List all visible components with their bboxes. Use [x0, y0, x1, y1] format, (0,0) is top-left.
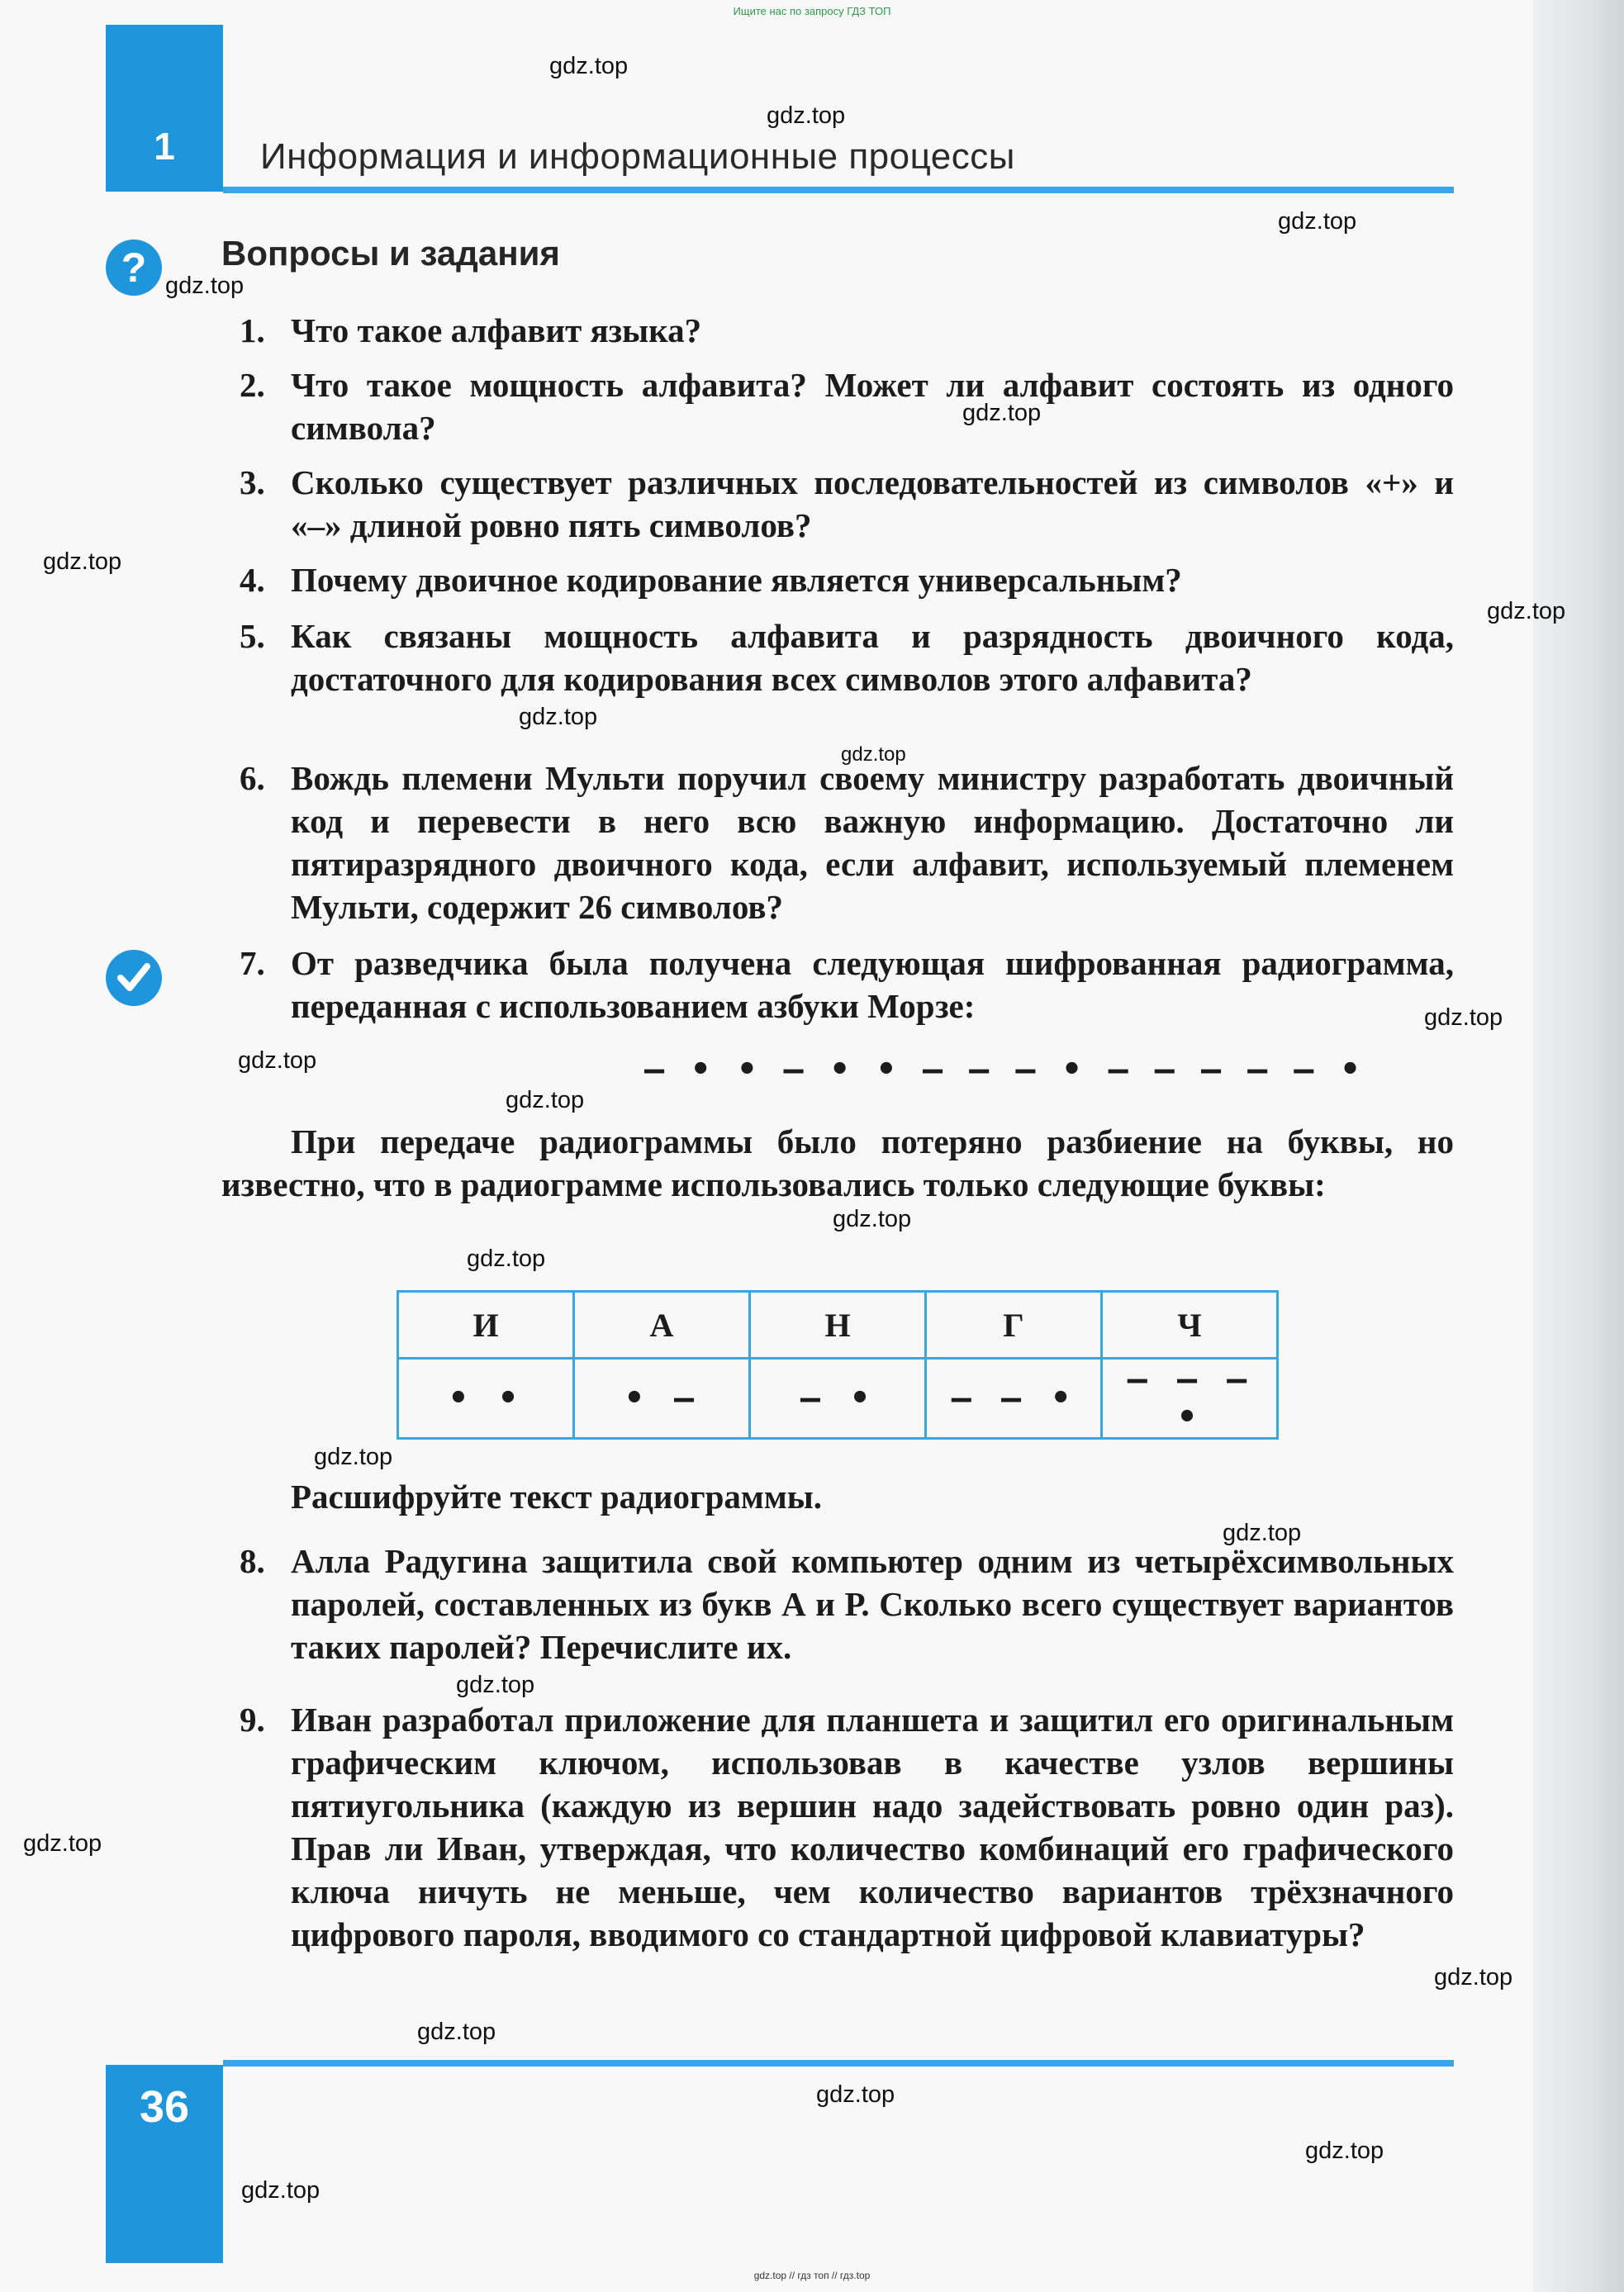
watermark: gdz.top: [962, 400, 1042, 426]
table-cell-letter: Ч: [1102, 1292, 1278, 1359]
question-number: 1.: [240, 311, 265, 349]
watermark: gdz.top: [238, 1047, 317, 1074]
question-1: [240, 309, 1454, 352]
question-text: Что такое алфавит языка?: [291, 311, 702, 349]
table-cell-code: – •: [750, 1359, 926, 1439]
watermark: gdz.top: [241, 2177, 321, 2204]
watermark: gdz.top: [767, 102, 846, 129]
question-number: 6.: [240, 759, 265, 797]
question-number: 5.: [240, 617, 265, 655]
morse-code-table: [397, 1290, 1279, 1440]
watermark: gdz.top: [1305, 2138, 1384, 2164]
question-text: Сколько существует различных последовательностей из символов «+» и «–» длиной ровно пять символов?: [291, 463, 1454, 544]
question-7: [240, 942, 1454, 1027]
question-text: Иван разработал приложение для планшета и защитил его оригинальным графическим ключом, использовав в качестве узлов вершины пятиугольника (каждую из вершин надо задействовать ровно один раз). Прав ли Иван, утверждая, что количество комбинаций его графического ключа ничуть не меньше, чем количество вариантов трёхзначного цифрового пароля, вводимого со стандартной цифровой клавиатуры?: [291, 1701, 1454, 1953]
watermark: gdz.top: [1434, 1964, 1513, 1991]
footer-rule: [223, 2060, 1454, 2067]
question-9: [240, 1698, 1454, 1956]
table-cell-code: • •: [398, 1359, 574, 1439]
watermark: gdz.top: [506, 1087, 585, 1113]
table-cell-code: • –: [574, 1359, 750, 1439]
question-3: [240, 461, 1454, 547]
question-number: 8.: [240, 1542, 265, 1580]
table-cell-code: – – •: [926, 1359, 1102, 1439]
watermark: gdz.top: [314, 1444, 393, 1470]
watermark: gdz.top: [456, 1672, 535, 1698]
table-cell-letter: А: [574, 1292, 750, 1359]
question-text: Вождь племени Мульти поручил своему министру разработать двоичный код и перевести в него всю важную информацию. Достаточно ли пятиразрядного двоичного кода, если алфавит, используемый племенем Мульти, содержит 26 символов?: [291, 759, 1454, 926]
question-number: 9.: [240, 1701, 265, 1739]
table-cell-letter: Г: [926, 1292, 1102, 1359]
question-6: [240, 757, 1454, 928]
question-text: Почему двоичное кодирование является универсальным?: [291, 561, 1182, 599]
watermark: gdz.top: [1223, 1520, 1302, 1546]
question-text: Что такое мощность алфавита? Может ли алфавит состоять из одного символа?: [291, 366, 1454, 447]
table-cell-letter: Н: [750, 1292, 926, 1359]
table-cell-letter: И: [398, 1292, 574, 1359]
chapter-number: 1: [154, 125, 175, 168]
q7-task: Расшифруйте текст радиограммы.: [291, 1478, 823, 1516]
question-8: [240, 1540, 1454, 1668]
question-5: [240, 615, 1454, 700]
page-edge: [1533, 0, 1624, 2292]
watermark: gdz.top: [841, 743, 906, 766]
question-7-continuation: [221, 1120, 1454, 1206]
watermark: gdz.top: [1278, 208, 1357, 235]
watermark: gdz.top: [417, 2019, 496, 2045]
watermark: gdz.top: [816, 2081, 895, 2108]
watermark: gdz.top: [165, 273, 245, 299]
q7-continuation-text: При передаче радиограммы было потеряно разбиение на буквы, но известно, что в радиограмме использовались только следующие буквы:: [221, 1122, 1454, 1203]
question-text: Как связаны мощность алфавита и разрядность двоичного кода, достаточного для кодирования всех символов этого алфавита?: [291, 617, 1454, 698]
watermark: gdz.top: [23, 1830, 102, 1857]
bottom-note: gdz.top // гдз топ // гдз.top: [753, 2270, 871, 2281]
watermark: gdz.top: [549, 53, 629, 79]
table-row: [398, 1292, 1278, 1359]
chapter-title: Информация и информационные процессы: [260, 136, 1015, 177]
question-icon: ?: [106, 240, 162, 296]
question-number: 7.: [240, 944, 265, 982]
table-cell-code: – – – •: [1102, 1359, 1278, 1439]
question-text: От разведчика была получена следующая шифрованная радиограмма, переданная с использованием азбуки Морзе:: [291, 944, 1454, 1025]
watermark: gdz.top: [519, 704, 598, 730]
checkmark-icon: [106, 950, 162, 1006]
question-number: 3.: [240, 463, 265, 501]
header-rule: [223, 187, 1454, 193]
watermark: gdz.top: [1487, 598, 1566, 624]
section-title: Вопросы и задания: [221, 234, 560, 273]
morse-message: – • • – • • – – – • – – – – – •: [644, 1051, 1364, 1089]
watermark: gdz.top: [833, 1206, 912, 1232]
question-number: 4.: [240, 561, 265, 599]
table-row: [398, 1359, 1278, 1439]
question-text: Алла Радугина защитила свой компьютер одним из четырёхсимвольных паролей, составленных из букв А и Р. Сколько всего существует вариантов таких паролей? Перечислите их.: [291, 1542, 1454, 1666]
watermark: gdz.top: [43, 548, 122, 575]
page-number: 36: [139, 2082, 190, 2132]
watermark: gdz.top: [1424, 1004, 1503, 1031]
question-2: [240, 363, 1454, 449]
watermark: gdz.top: [467, 1246, 546, 1272]
question-number: 2.: [240, 366, 265, 404]
question-4: [240, 558, 1454, 601]
top-note: Ищите нас по запросу ГДЗ ТОП: [733, 5, 891, 17]
